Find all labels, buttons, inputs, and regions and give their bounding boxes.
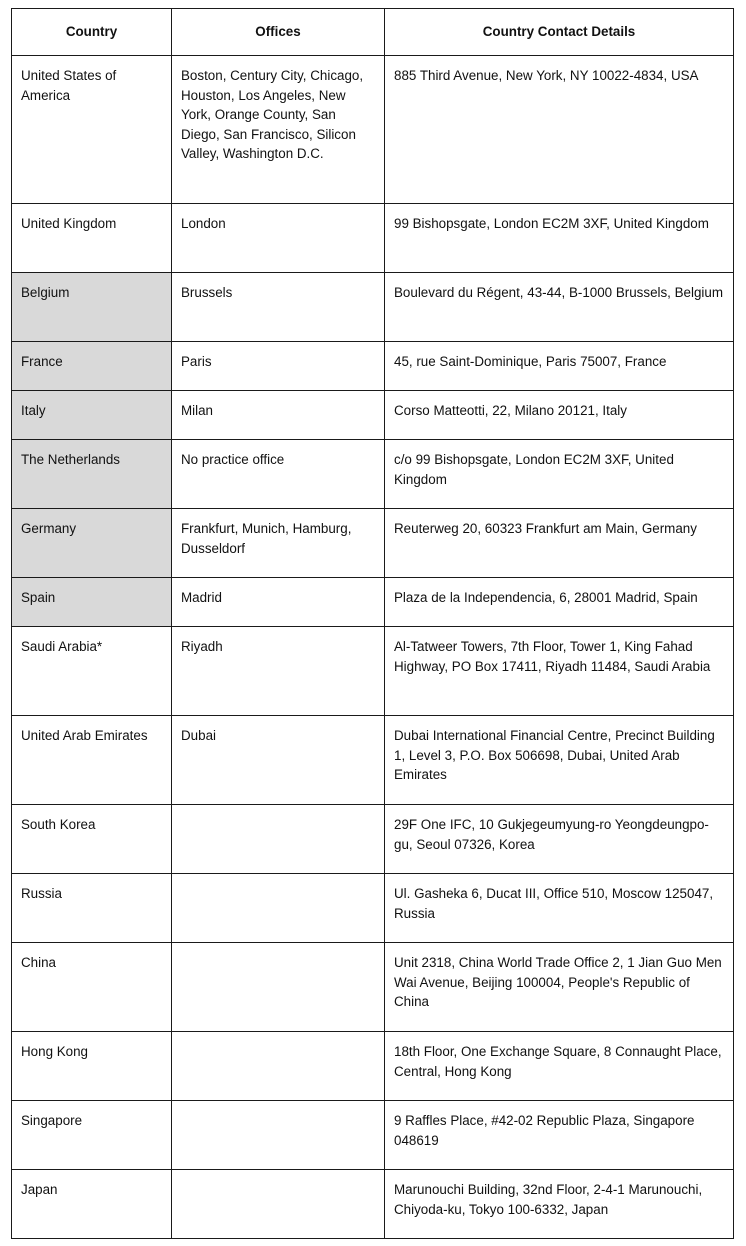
contact-cell: Boulevard du Régent, 43-44, B-1000 Brussels, Belgium — [385, 273, 734, 342]
table-row — [12, 440, 734, 509]
country-cell: The Netherlands — [12, 440, 172, 509]
offices-table — [11, 8, 734, 1239]
table-row — [12, 273, 734, 342]
offices-cell: Brussels — [172, 273, 385, 342]
contact-cell: Reuterweg 20, 60323 Frankfurt am Main, Germany — [385, 509, 734, 578]
country-cell: United Kingdom — [12, 204, 172, 273]
contact-cell: Marunouchi Building, 32nd Floor, 2-4-1 Marunouchi, Chiyoda-ku, Tokyo 100-6332, Japan — [385, 1170, 734, 1239]
contact-cell: Unit 2318, China World Trade Office 2, 1 Jian Guo Men Wai Avenue, Beijing 100004, People's Republic of China — [385, 943, 734, 1032]
contact-cell: 99 Bishopsgate, London EC2M 3XF, United Kingdom — [385, 204, 734, 273]
offices-cell — [172, 874, 385, 943]
header-row — [12, 9, 734, 56]
table-row — [12, 716, 734, 805]
offices-cell — [172, 805, 385, 874]
table-row — [12, 943, 734, 1032]
country-cell: Belgium — [12, 273, 172, 342]
table-row — [12, 1170, 734, 1239]
country-cell: United Arab Emirates — [12, 716, 172, 805]
table-row — [12, 805, 734, 874]
table-row — [12, 56, 734, 204]
contact-cell: Al-Tatweer Towers, 7th Floor, Tower 1, King Fahad Highway, PO Box 17411, Riyadh 11484, Saudi Arabia — [385, 627, 734, 716]
contact-cell: c/o 99 Bishopsgate, London EC2M 3XF, United Kingdom — [385, 440, 734, 509]
offices-cell — [172, 1170, 385, 1239]
offices-cell: Riyadh — [172, 627, 385, 716]
offices-cell — [172, 943, 385, 1032]
table-body — [12, 56, 734, 1239]
offices-cell — [172, 1032, 385, 1101]
offices-cell: Paris — [172, 342, 385, 391]
contact-cell: Plaza de la Independencia, 6, 28001 Madrid, Spain — [385, 578, 734, 627]
table-row — [12, 874, 734, 943]
table-row — [12, 391, 734, 440]
country-cell: Hong Kong — [12, 1032, 172, 1101]
offices-cell: Boston, Century City, Chicago, Houston, Los Angeles, New York, Orange County, San Diego, San Francisco, Silicon Valley, Washington D.C. — [172, 56, 385, 204]
country-cell: South Korea — [12, 805, 172, 874]
table-row — [12, 627, 734, 716]
table-row — [12, 204, 734, 273]
contact-cell: Corso Matteotti, 22, Milano 20121, Italy — [385, 391, 734, 440]
country-cell: United States of America — [12, 56, 172, 204]
country-cell: Japan — [12, 1170, 172, 1239]
table-row — [12, 1101, 734, 1170]
table-row — [12, 1032, 734, 1101]
contact-cell: 885 Third Avenue, New York, NY 10022-4834, USA — [385, 56, 734, 204]
table-row — [12, 509, 734, 578]
contact-cell: 9 Raffles Place, #42-02 Republic Plaza, Singapore 048619 — [385, 1101, 734, 1170]
offices-cell: Milan — [172, 391, 385, 440]
offices-cell: London — [172, 204, 385, 273]
country-cell: Italy — [12, 391, 172, 440]
table-row — [12, 342, 734, 391]
country-cell: Singapore — [12, 1101, 172, 1170]
contact-cell: 18th Floor, One Exchange Square, 8 Connaught Place, Central, Hong Kong — [385, 1032, 734, 1101]
header-country: Country — [12, 9, 172, 56]
header-offices: Offices — [172, 9, 385, 56]
contact-cell: Dubai International Financial Centre, Precinct Building 1, Level 3, P.O. Box 506698, Dubai, United Arab Emirates — [385, 716, 734, 805]
country-cell: Russia — [12, 874, 172, 943]
country-cell: France — [12, 342, 172, 391]
offices-cell: Frankfurt, Munich, Hamburg, Dusseldorf — [172, 509, 385, 578]
offices-cell: Madrid — [172, 578, 385, 627]
country-cell: Spain — [12, 578, 172, 627]
country-cell: Saudi Arabia* — [12, 627, 172, 716]
contact-cell: Ul. Gasheka 6, Ducat III, Office 510, Moscow 125047, Russia — [385, 874, 734, 943]
offices-cell: No practice office — [172, 440, 385, 509]
header-contact: Country Contact Details — [385, 9, 734, 56]
table-row — [12, 578, 734, 627]
country-cell: China — [12, 943, 172, 1032]
offices-cell: Dubai — [172, 716, 385, 805]
offices-cell — [172, 1101, 385, 1170]
contact-cell: 45, rue Saint-Dominique, Paris 75007, France — [385, 342, 734, 391]
country-cell: Germany — [12, 509, 172, 578]
contact-cell: 29F One IFC, 10 Gukjegeumyung-ro Yeongdeungpo-gu, Seoul 07326, Korea — [385, 805, 734, 874]
